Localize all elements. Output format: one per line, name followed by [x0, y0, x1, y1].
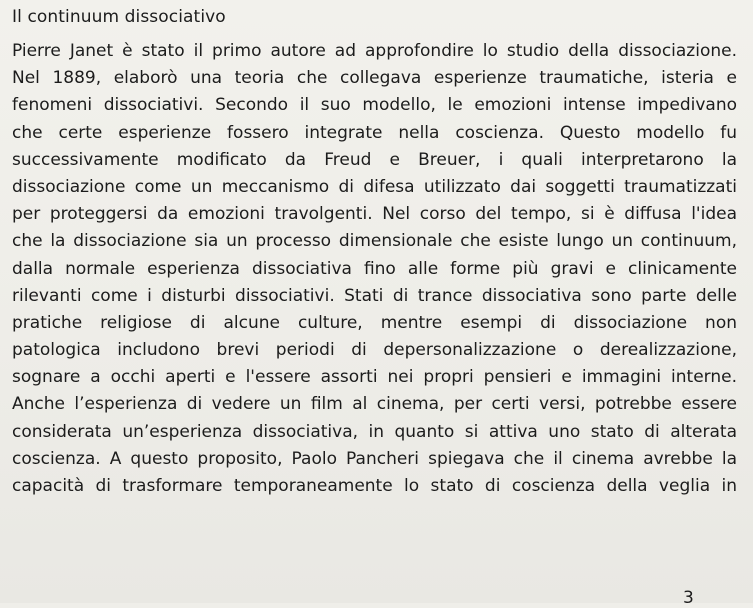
- text-line: patologica includono brevi periodi di depersonalizzazione o derealizzazione,: [12, 340, 737, 361]
- text-line: considerata un’esperienza dissociativa, in quanto si attiva uno stato di alterata: [12, 421, 737, 442]
- text-line: sognare a occhi aperti e l'essere assorti nei propri pensieri e immagini interne.: [12, 367, 737, 388]
- section-heading: Il continuum dissociativo: [12, 7, 226, 27]
- text-line: Pierre Janet è stato il primo autore ad approfondire lo studio della dissociazione.: [12, 41, 737, 61]
- text-line: che certe esperienze fossero integrate nella coscienza. Questo modello fu: [12, 122, 737, 143]
- text-line: Anche l’esperienza di vedere un film al cinema, per certi versi, potrebbe essere: [12, 394, 737, 415]
- text-line: rilevanti come i disturbi dissociativi. Stati di trance dissociativa sono parte delle: [12, 285, 737, 306]
- text-line: dalla normale esperienza dissociativa fino alle forme più gravi e clinicamente: [12, 258, 737, 279]
- text-line: successivamente modificato da Freud e Breuer, i quali interpretarono la: [12, 149, 737, 170]
- text-line: dissociazione come un meccanismo di difesa utilizzato dai soggetti traumatizzati: [12, 176, 737, 197]
- text-line: per proteggersi da emozioni travolgenti. Nel corso del tempo, si è diffusa l'idea: [12, 204, 737, 225]
- text-line: coscienza. A questo proposito, Paolo Pancheri spiegava che il cinema avrebbe la: [12, 448, 737, 469]
- body-paragraph: [12, 38, 737, 500]
- text-line: Nel 1889, elaborò una teoria che collegava esperienze traumatiche, isteria e: [12, 68, 737, 89]
- page-number: 3: [683, 588, 694, 608]
- text-line: fenomeni dissociativi. Secondo il suo modello, le emozioni intense impedivano: [12, 95, 737, 116]
- text-line: pratiche religiose di alcune culture, mentre esempi di dissociazione non: [12, 312, 737, 333]
- text-line: che la dissociazione sia un processo dimensionale che esiste lungo un continuum,: [12, 231, 737, 252]
- text-line: capacità di trasformare temporaneamente lo stato di coscienza della veglia in: [12, 476, 737, 496]
